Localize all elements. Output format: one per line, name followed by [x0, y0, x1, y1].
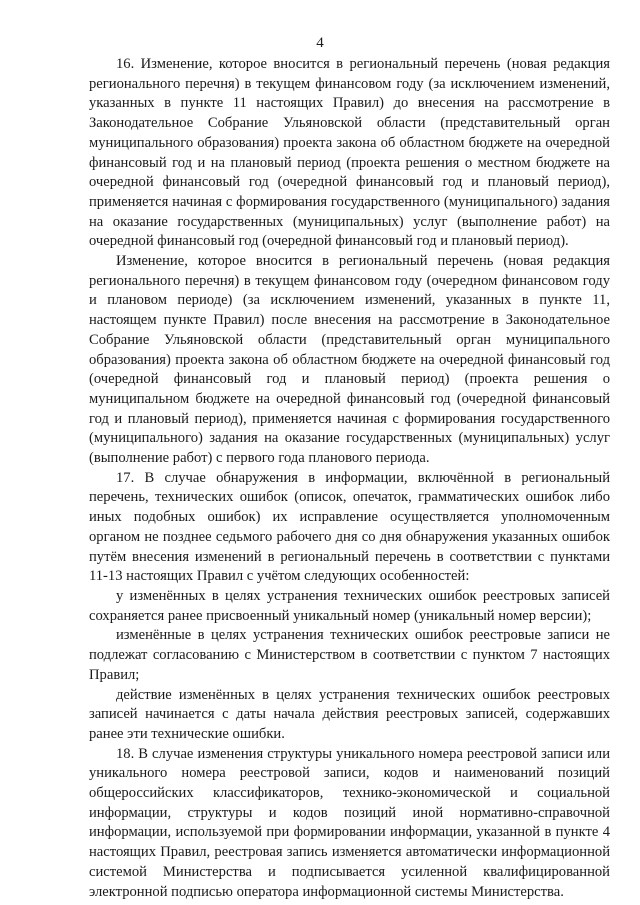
document-body	[89, 55, 610, 902]
paragraph-17-item-3: действие изменённых в целях устранения технических ошибок реестровых записей начинается с даты начала действия реестровых записей, содержавших ранее эти технические ошибки.	[89, 686, 610, 742]
page-number: 4	[316, 35, 324, 51]
paragraph-16-continued: Изменение, которое вносится в региональный перечень (новая редакция регионального перечня) в текущем финансовом году (очередном финансовом году и плановом периоде) (за исключением изменений, указанных в пункте 11, настоящем пункте Правил) после внесения на рассмотрение в Законодательное Собрание Ульяновской области (представительный орган муниципального образования) проекта закона об областном бюджете на очередной финансовый год (очередной финансовый год и плановый период) (проекта решения о муниципальном бюджете на очередной финансовый год (очередной финансовый год и плановый период), применяется начиная с формирования государственного (муниципального) задания на оказание государственных (муниципальных) услуг (выполнение работ) с первого года планового периода.	[89, 253, 610, 467]
paragraph-17-item-1: у изменённых в целях устранения технических ошибок реестровых записей сохраняется ранее присвоенный уникальный номер (уникальный номер версии);	[89, 587, 610, 624]
paragraph-17: 17. В случае обнаружения в информации, включённой в региональный перечень, технических ошибок (описок, опечаток, грамматических ошибок либо иных подобных ошибок) их исправление осуществляется уполномоченным органом не позднее седьмого рабочего дня со дня обнаружения указанных ошибок путём внесения изменений в региональный перечень в соответствии с пунктами 11-13 настоящих Правил с учётом следующих особенностей:	[89, 469, 610, 585]
paragraph-16: 16. Изменение, которое вносится в региональный перечень (новая редакция регионального перечня) в текущем финансовом году (за исключением изменений, указанных в пункте 11 настоящих Правил) до внесения на рассмотрение в Законодательное Собрание Ульяновской области (представительный орган муниципального образования) проекта закона об областном бюджете на очередной финансовый год и на плановый период (проекта решения о местном бюджете на очередной финансовый год (очередной финансовый год и плановый период), применяется начиная с формирования государственного (муниципального) задания на оказание государственных (муниципальных) услуг (выполнение работ) на очередной финансовый год (очередной финансовый год и плановый период).	[89, 56, 610, 250]
paragraph-17-item-2: изменённые в целях устранения технических ошибок реестровые записи не подлежат согласованию с Министерством в соответствии с пунктом 7 настоящих Правил;	[89, 627, 610, 683]
paragraph-18: 18. В случае изменения структуры уникального номера реестровой записи или уникального номера реестровой записи, кодов и наименований позиций общероссийских классификаторов, технико-экономической и социальной информации, структуры и кодов позиций иной нормативно-справочной информации, используемой при формировании информации, указанной в пункте 4 настоящих Правил, реестровая запись изменяется автоматически информационной системой Министерства и подписывается усиленной квалифицированной электронной подписью оператора информационной системы Министерства.	[89, 745, 610, 900]
